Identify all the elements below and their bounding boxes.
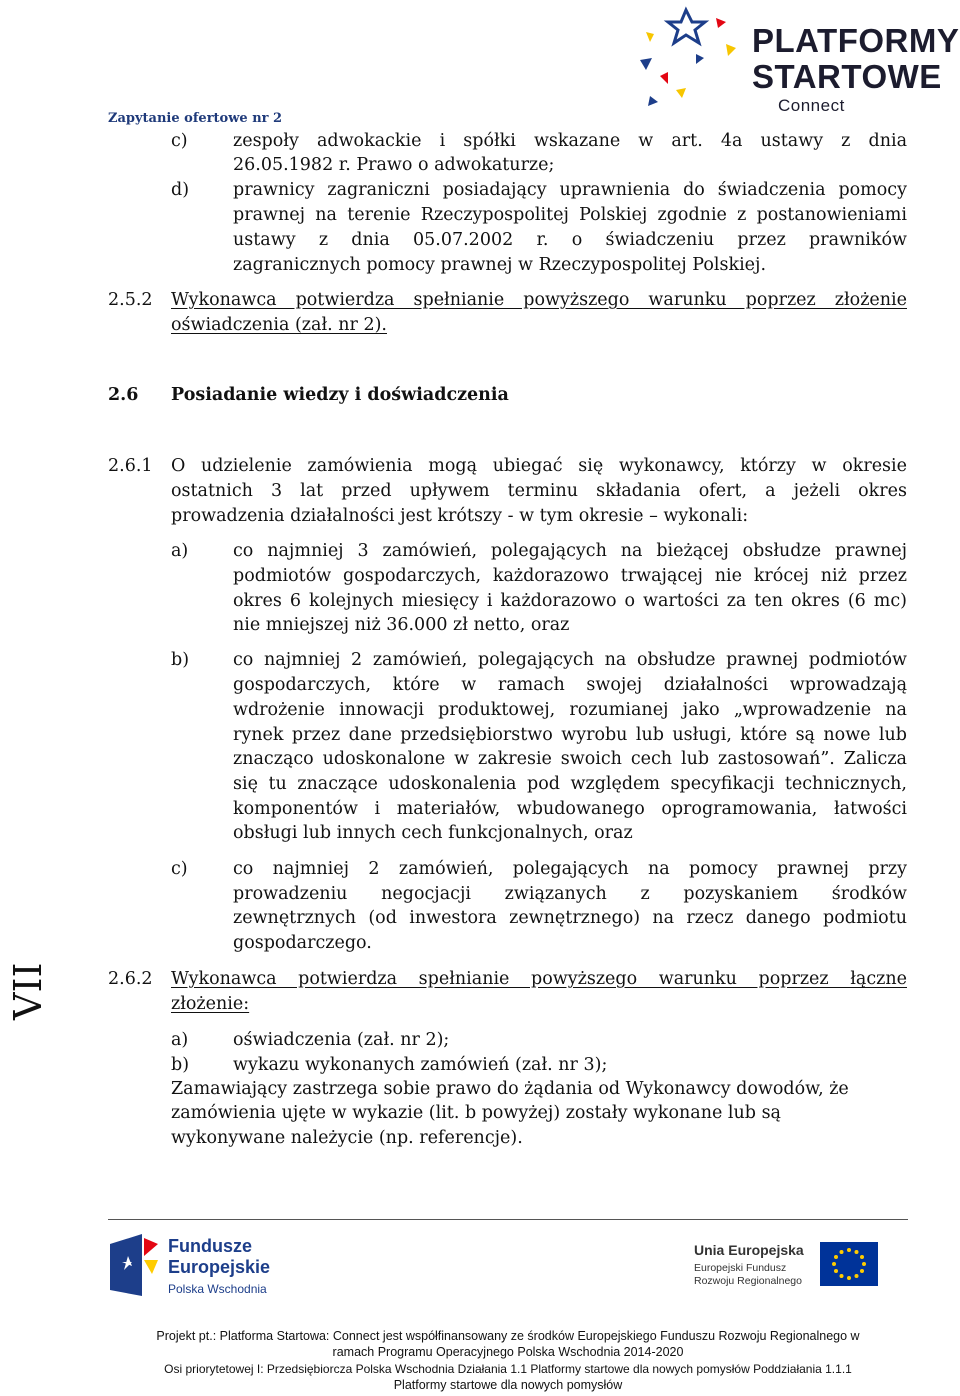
- list-line: prawnicy zagraniczni posiadający uprawnienia do świadczenia pomocy: [233, 180, 907, 200]
- list-letter: c): [171, 859, 188, 879]
- list-line: co najmniej 3 zamówień, polegających na bieżącej obsłudze prawnej: [233, 541, 907, 561]
- fe-logo-line1: Fundusze: [168, 1236, 252, 1256]
- list-line: prawnej na terenie Rzeczypospolitej Polskiej zgodnie z postanowieniami: [233, 205, 907, 225]
- section-line: ostatnich 3 lat przed upływem terminu składania ofert, a jeżeli okres: [171, 481, 907, 501]
- closing-line: wykonywane należycie (np. referencje).: [171, 1128, 523, 1148]
- list-letter: b): [171, 650, 190, 670]
- section-number: 2.6: [108, 385, 139, 405]
- list-line: co najmniej 2 zamówień, polegających na pomocy prawnej przy: [233, 859, 907, 879]
- list-line: podmiotów gospodarczych, każdorazowo trwającej nie krócej niż przez: [233, 566, 907, 586]
- fe-logo-icon: [106, 1230, 162, 1302]
- list-line: ustawy z dnia 05.07.2002 r. o świadczeniu przez prawników: [233, 230, 907, 250]
- footer-line-2: ramach Programu Operacyjnego Polska Wschodnia 2014-2020: [332, 1345, 684, 1359]
- section-number: 2.5.2: [108, 290, 153, 310]
- fundusze-europejskie-logo: [106, 1230, 346, 1310]
- list-line: zespoły adwokackie i spółki wskazane w art. 4a ustawy z dnia: [233, 131, 907, 151]
- closing-line: Zamawiający zastrzega sobie prawo do żądania od Wykonawcy dowodów, że: [171, 1079, 849, 1099]
- list-line: 26.05.1982 r. Prawo o adwokaturze;: [233, 155, 555, 175]
- list-letter: d): [171, 180, 190, 200]
- list-line: prowadzeniu negocjacji związanych z pozyskaniem środków: [233, 884, 907, 904]
- list-line: zagranicznych pomocy prawnej w Rzeczypospolitej Polskiej.: [233, 255, 767, 275]
- logo-line-startowe: STARTOWE: [752, 58, 942, 95]
- document-label: Zapytanie ofertowe nr 2: [108, 111, 283, 126]
- closing-line: zamówienia ujęte w wykazie (lit. b powyżej) zostały wykonane lub są: [171, 1103, 781, 1123]
- list-line: nie mniejszej niż 36.000 zł netto, oraz: [233, 615, 570, 635]
- list-line: się tu znaczące udoskonalenia pod względem specyfikacji technicznych,: [233, 774, 907, 794]
- list-line: znacząco udoskonalone w zakresie swoich cech lub zastosowań”. Zalicza: [233, 749, 907, 769]
- eu-logo-line2: Europejski Fundusz: [694, 1262, 787, 1274]
- platformy-startowe-logo: [626, 4, 960, 114]
- list-line: okres 6 kolejnych miesięcy i każdorazowo o wartości za ten okres (6 mc): [233, 591, 907, 611]
- section-number: 2.6.1: [108, 456, 153, 476]
- list-line: gospodarczego.: [233, 933, 372, 953]
- eu-logo-line1: Unia Europejska: [694, 1242, 804, 1258]
- section-line: Wykonawca potwierdza spełnianie powyższego warunku poprzez złożenie: [171, 290, 907, 310]
- logo-line-connect: Connect: [778, 96, 845, 115]
- list-line: rynek przez dane przedsiębiorstwo wyrobu lub usługi, które są nowe lub: [233, 725, 907, 745]
- section-title: Posiadanie wiedzy i doświadczenia: [171, 385, 509, 405]
- fe-logo-line3: Polska Wschodnia: [168, 1282, 267, 1296]
- list-line: komponentów i materiałów, wbudowanego oprogramowania, łatwości: [233, 799, 907, 819]
- list-letter: a): [171, 1030, 189, 1050]
- list-line: co najmniej 2 zamówień, polegających na obsłudze prawnej podmiotów: [233, 650, 907, 670]
- footer-divider: [108, 1219, 908, 1220]
- section-line: prowadzenia działalności jest krótszy - w tym okresie – wykonali:: [171, 506, 749, 526]
- eu-flag-icon: [820, 1242, 878, 1286]
- list-letter: c): [171, 131, 188, 151]
- footer-line-1: Projekt pt.: Platforma Startowa: Connect jest współfinansowany ze środków Europejskiego Funduszu Rozwoju Regionalnego w: [156, 1329, 860, 1343]
- side-page-label: VII: [6, 962, 50, 1020]
- list-letter: b): [171, 1055, 190, 1075]
- footer-line-3: Osi priorytetowej I: Przedsiębiorcza Polska Wschodnia Działania 1.1 Platformy startowe dla nowych pomysłów Poddziałania 1.1.1: [164, 1362, 852, 1376]
- logo-line-platformy: PLATFORMY: [752, 22, 960, 59]
- list-line: wykazu wykonanych zamówień (zał. nr 3);: [233, 1055, 608, 1075]
- star-burst-icon: [626, 4, 756, 114]
- section-line: oświadczenia (zał. nr 2).: [171, 315, 387, 335]
- section-line: O udzielenie zamówienia mogą ubiegać się wykonawcy, którzy w okresie: [171, 456, 907, 476]
- footer-line-4: Platformy startowe dla nowych pomysłów: [393, 1378, 623, 1392]
- section-line: Wykonawca potwierdza spełnianie powyższego warunku poprzez łączne: [171, 969, 907, 989]
- list-line: wdrożenie innowacji produktowej, rozumianej jako „wprowadzenie na: [233, 700, 907, 720]
- list-line: gospodarczych, które w ramach swojej działalności wprowadzają: [233, 675, 907, 695]
- eu-logo: [694, 1240, 894, 1300]
- list-line: zewnętrznych (od inwestora zewnętrznego) na rzecz danego podmiotu: [233, 908, 907, 928]
- list-line: obsługi lub innych cech funkcjonalnych, oraz: [233, 823, 633, 843]
- eu-logo-line3: Rozwoju Regionalnego: [694, 1275, 802, 1287]
- section-line: złożenie:: [171, 994, 250, 1014]
- list-line: oświadczenia (zał. nr 2);: [233, 1030, 450, 1050]
- list-letter: a): [171, 541, 189, 561]
- fe-logo-line2: Europejskie: [168, 1257, 271, 1277]
- section-number: 2.6.2: [108, 969, 153, 989]
